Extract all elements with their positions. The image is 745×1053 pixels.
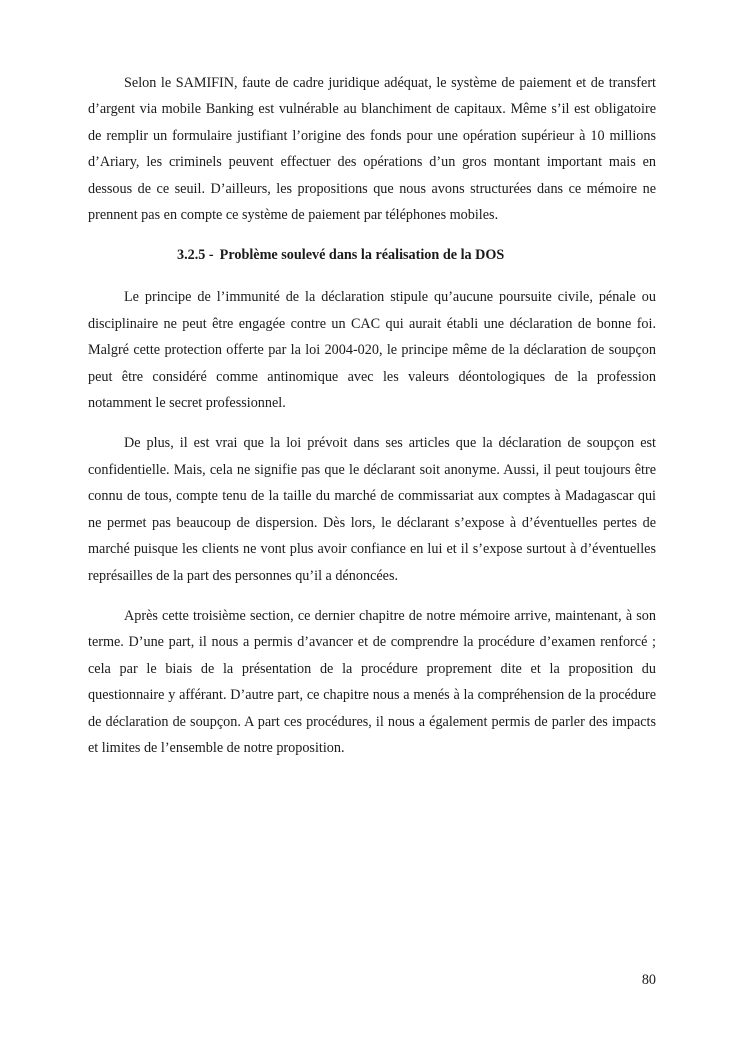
section-heading-title: Problème soulevé dans la réalisation de la DOS bbox=[219, 247, 505, 264]
page-body bbox=[88, 70, 656, 775]
section-heading-number: 3.2.5 - bbox=[177, 247, 214, 264]
paragraph-immunity: Le principe de l’immunité de la déclaration stipule qu’aucune poursuite civile, pénale ou disciplinaire ne peut être engagée contre un CAC qui aurait établi une déclaration de bonne foi. Malgré cette protection offerte par la loi 2004-020, le principe même de la déclaration de soupçon peut être considéré comme antinomique avec les valeurs déontologiques de la profession notamment le secret professionnel. bbox=[88, 289, 656, 412]
paragraph-conclusion: Après cette troisième section, ce dernier chapitre de notre mémoire arrive, maintenant, à son terme. D’une part, il nous a permis d’avancer et de comprendre la procédure d’examen renforcé ; cela par le biais de la présentation de la procédure proprement dite et la proposition du questionnaire y afférant. D’autre part, ce chapitre nous a menés à la compréhension de la procédure de déclaration de soupçon. A part ces procédures, il nous a également permis de parler des impacts et limites de l’ensemble de notre proposition. bbox=[88, 607, 656, 756]
paragraph-confidentiality: De plus, il est vrai que la loi prévoit dans ses articles que la déclaration de soupçon est confidentielle. Mais, cela ne signifie pas que le déclarant soit anonyme. Aussi, il peut toujours être connu de tous, compte tenu de la taille du marché de commissariat aux comptes à Madagascar qui ne permet pas beaucoup de dispersion. Dès lors, le déclarant s’expose à d’éventuelles pertes de marché puisque les clients ne vont plus avoir confiance en lui et il s’expose surtout à d’éventuelles représailles de la part des personnes qu’il a dénoncées. bbox=[88, 435, 656, 584]
section-heading bbox=[88, 242, 656, 268]
page-number: 80 bbox=[641, 972, 656, 988]
paragraph-mobile-banking: Selon le SAMIFIN, faute de cadre juridique adéquat, le système de paiement et de transfert d’argent via mobile Banking est vulnérable au blanchiment de capitaux. Même s’il est obligatoire de remplir un formulaire justifiant l’origine des fonds pour une opération supérieur à 10 millions d’Ariary, les criminels peuvent effectuer des opérations d’un gros montant important mais en dessous de ce seuil. D’ailleurs, les propositions que nous avons structurées dans ce mémoire ne prennent pas en compte ce système de paiement par téléphones mobiles. bbox=[88, 75, 656, 224]
